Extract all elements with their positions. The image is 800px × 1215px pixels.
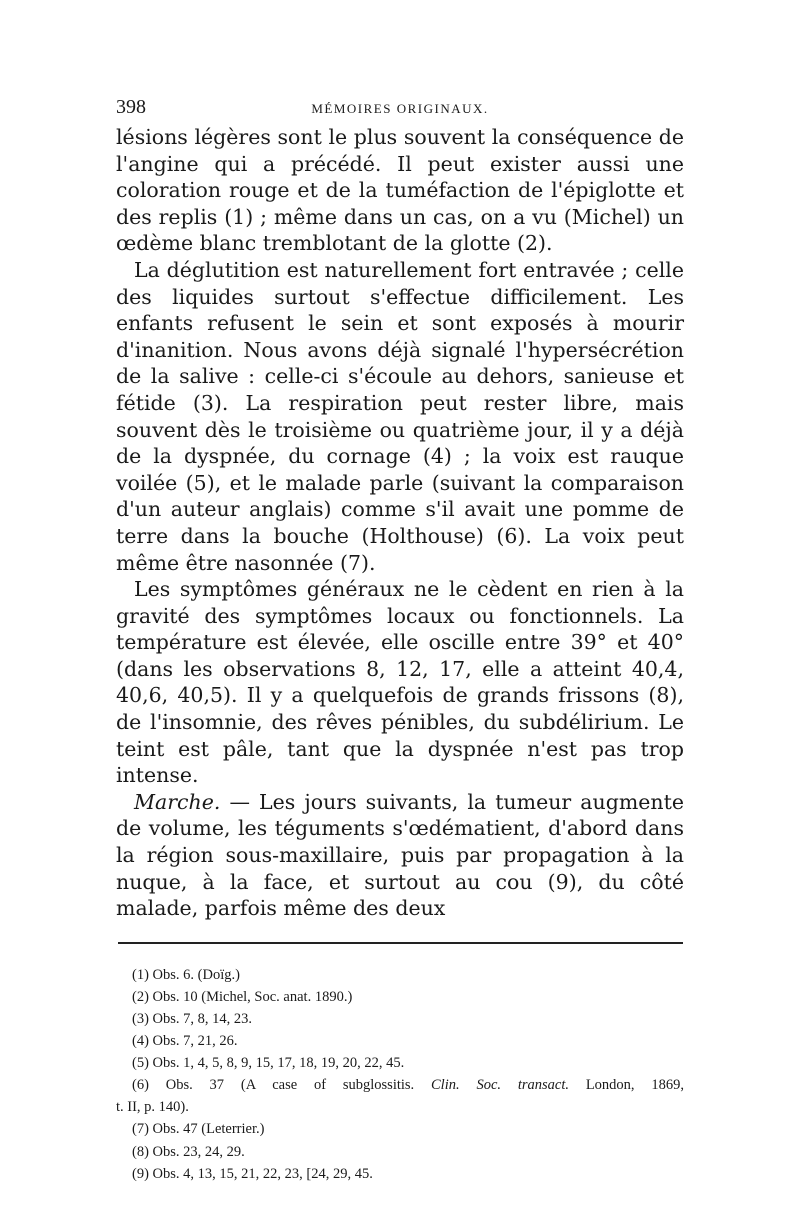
- footnote-6-place: London, 1869,: [585, 1077, 684, 1094]
- page-number: 398: [116, 96, 146, 118]
- paragraph-4-text: Les jours suivants, la tumeur augmente de volume, les téguments s'œdématient, d'abord dans la région sous-maxillaire, puis par propagation à la nuque, à la face, et surtout au cou (9), du côté malade, parfois même des deux: [116, 789, 684, 921]
- footnote-5: (5) Obs. 1, 4, 5, 8, 9, 15, 17, 18, 19, 20, 22, 45.: [132, 1055, 405, 1072]
- footnote-rule: [118, 942, 683, 944]
- footnote-7: (7) Obs. 47 (Leterrier.): [132, 1121, 265, 1138]
- paragraph-2: La déglutition est naturellement fort entravée ; celle des liquides surtout s'effectue difficilement. Les enfants refusent le sein et sont exposés à mourir d'inanition. Nous avons déjà signalé l'hypersécrétion de la salive : celle-ci s'écoule au dehors, sanieuse et fétide (3). La respiration peut rester libre, mais souvent dès le troisième ou quatrième jour, il y a déjà de la dyspnée, du cornage (4) ; la voix est rauque voilée (5), et le malade parle (suivant la comparaison d'un auteur anglais) comme s'il avait une pomme de terre dans la bouche (Holthouse) (6). La voix peut même être nasonnée (7).: [116, 257, 684, 575]
- footnote-2: (2) Obs. 10 (Michel, Soc. anat. 1890.): [132, 988, 353, 1005]
- footnotes: [116, 964, 684, 1185]
- body-text: [116, 124, 684, 922]
- section-label-marche: Marche.: [134, 789, 221, 814]
- footnote-6-text: (6) Obs. 37 (A case of subglossitis.: [132, 1077, 415, 1094]
- page: [116, 96, 684, 1185]
- footnote-8: (8) Obs. 23, 24, 29.: [132, 1143, 245, 1160]
- paragraph-4: [116, 789, 684, 922]
- footnote-4: (4) Obs. 7, 21, 26.: [132, 1033, 238, 1050]
- paragraph-1: lésions légères sont le plus souvent la conséquence de l'angine qui a précédé. Il peut exister aussi une coloration rouge et de la tuméfaction de l'épiglotte et des replis (1) ; même dans un cas, on a vu (Michel) un œdème blanc tremblotant de la glotte (2).: [116, 125, 684, 256]
- footnote-6: [116, 1074, 684, 1096]
- running-title: MÉMOIRES ORIGINAUX.: [311, 101, 489, 116]
- footnote-1: (1) Obs. 6. (Doïg.): [132, 966, 240, 983]
- footnote-6-continuation: t. II, p. 140).: [116, 1099, 189, 1116]
- footnote-9: (9) Obs. 4, 13, 15, 21, 22, 23, [24, 29, 45.: [132, 1165, 373, 1182]
- paragraph-3: Les symptômes généraux ne le cèdent en rien à la gravité des symptômes locaux ou fonctionnels. La température est élevée, elle oscille entre 39° et 40° (dans les observations 8, 12, 17, elle a atteint 40,4, 40,6, 40,5). Il y a quelquefois de grands frissons (8), de l'insomnie, des rêves pénibles, du subdélirium. Le teint est pâle, tant que la dyspnée n'est pas trop intense.: [116, 577, 684, 788]
- footnote-3: (3) Obs. 7, 8, 14, 23.: [132, 1011, 253, 1027]
- em-dash: —: [220, 789, 260, 814]
- running-head: [116, 96, 684, 124]
- footnote-6-journal: Clin. Soc. transact.: [431, 1077, 569, 1094]
